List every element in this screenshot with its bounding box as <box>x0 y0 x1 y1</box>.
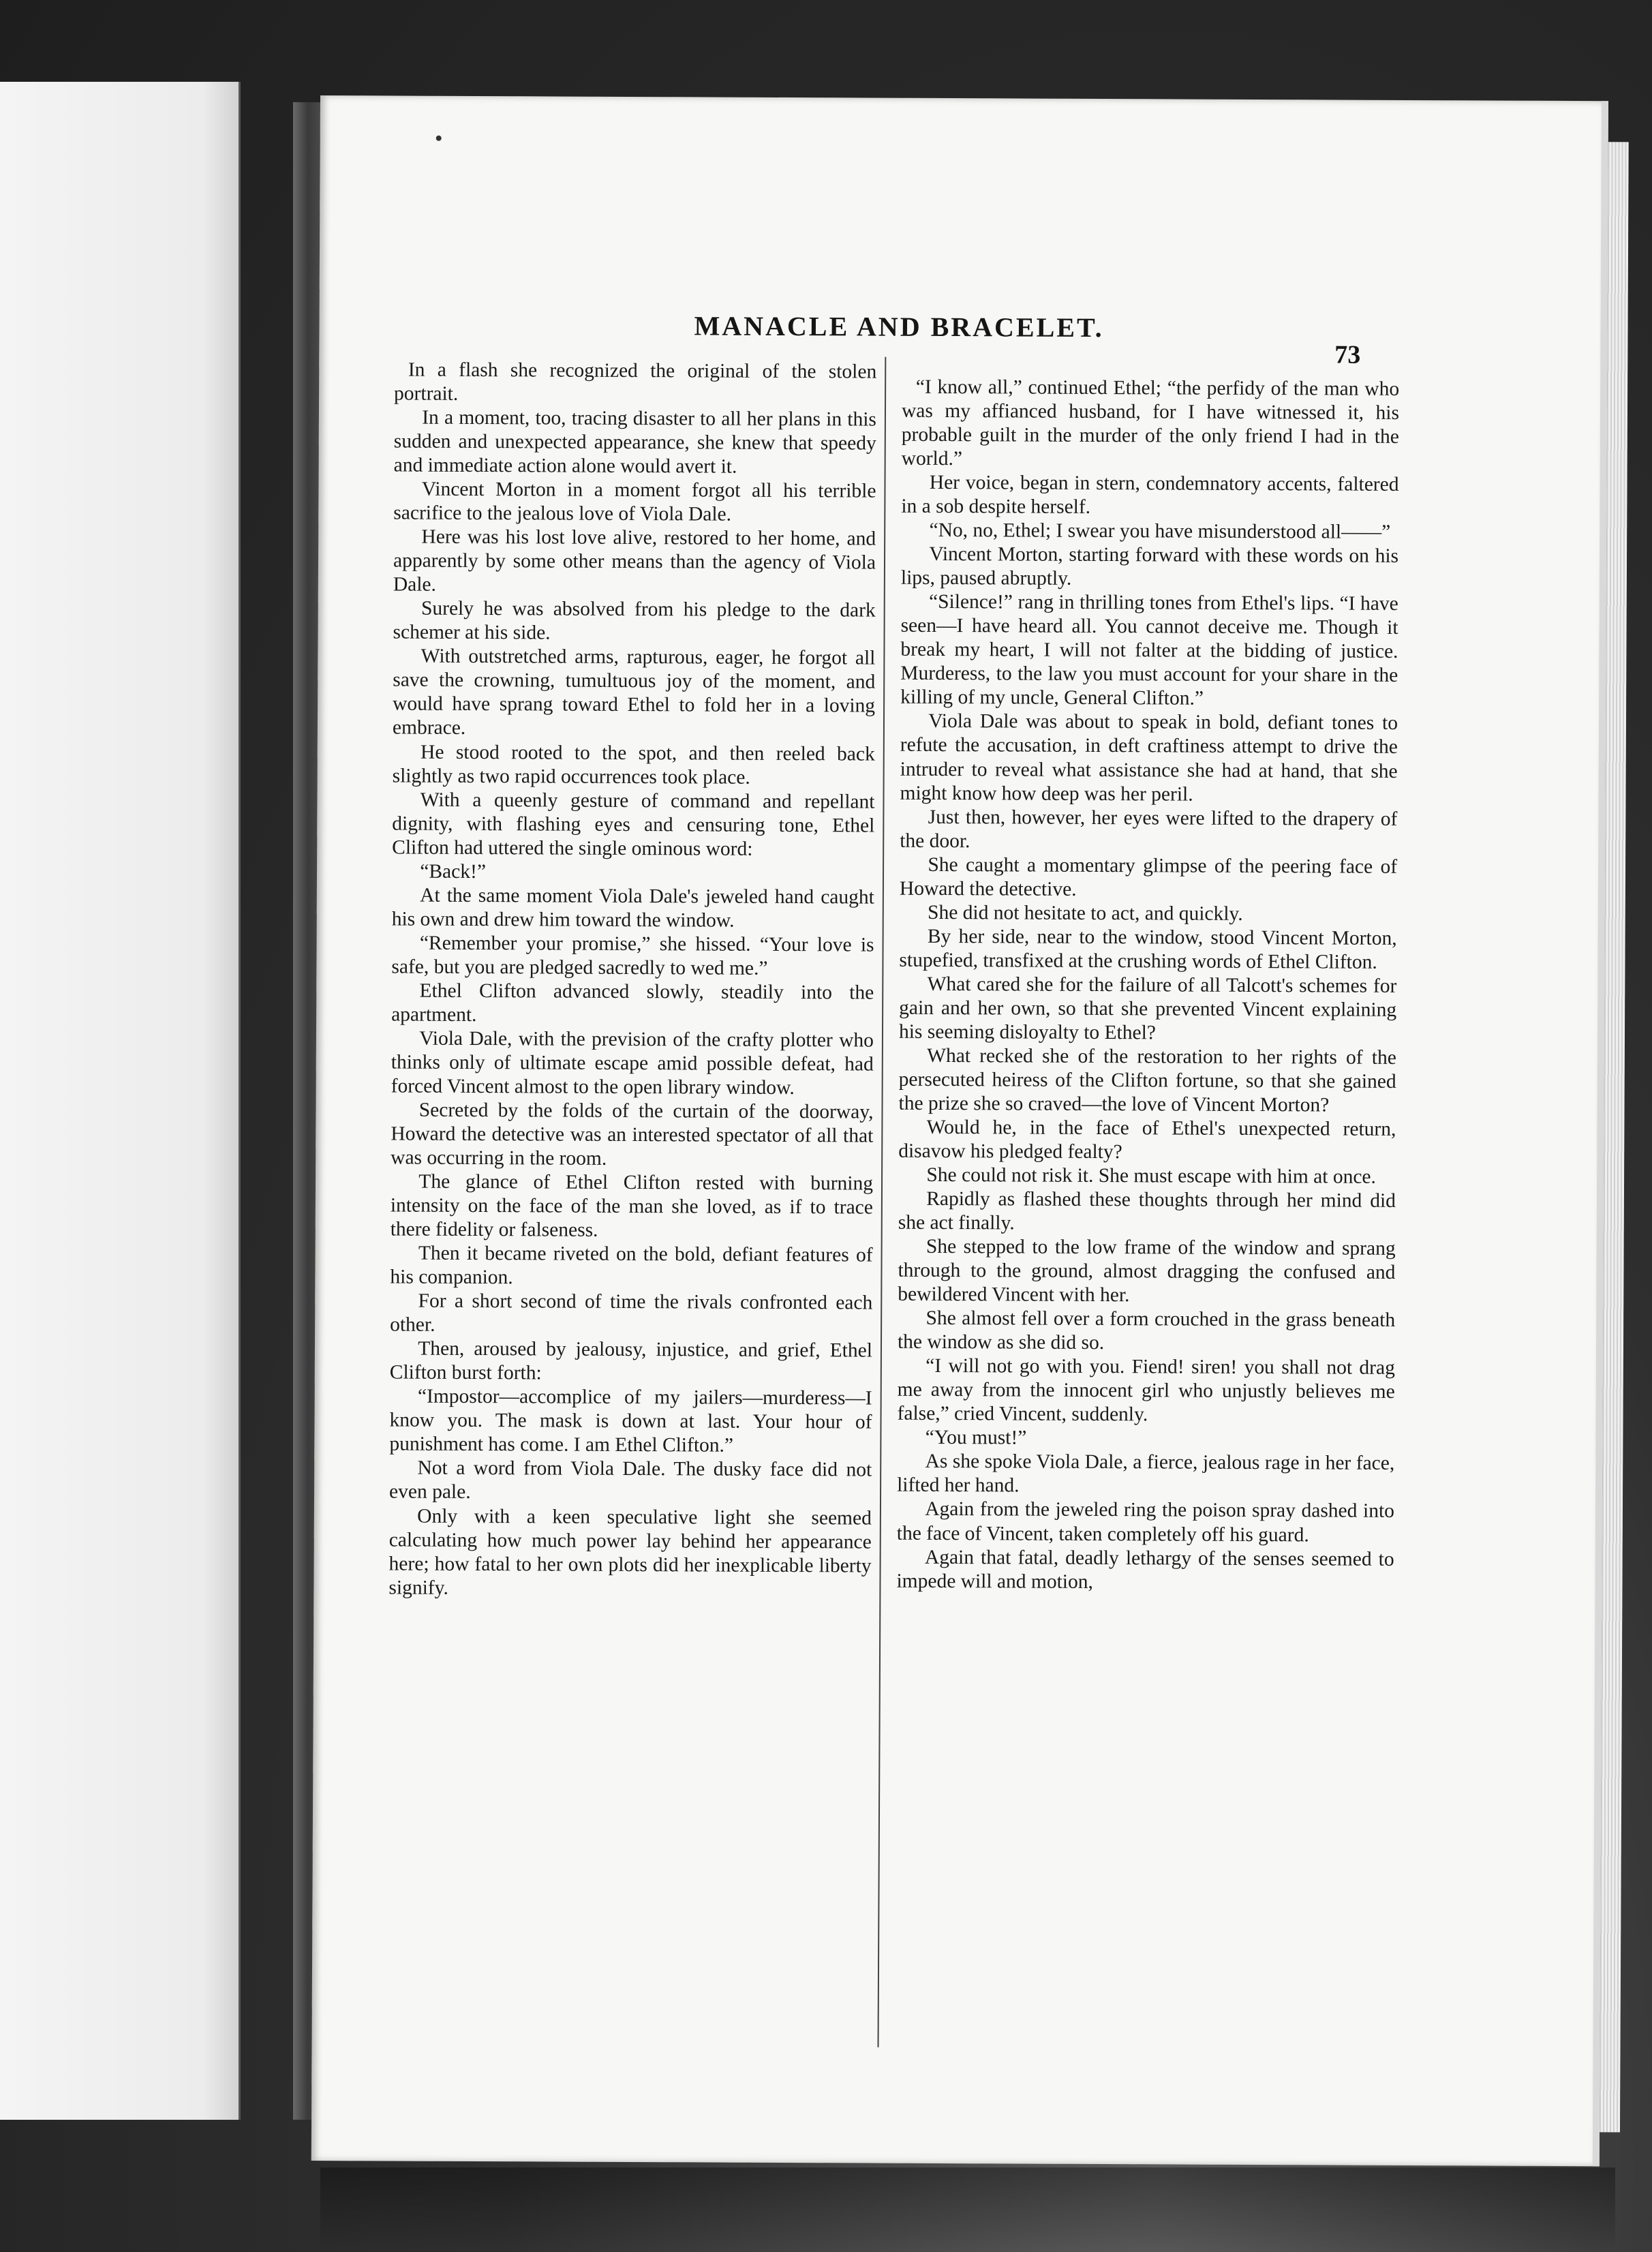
paragraph: Vincent Morton in a moment forgot all his terrible sacrifice to the jealous love of Viola Dale. <box>393 478 876 526</box>
paragraph: She stepped to the low frame of the window and sprang through to the ground, almost dragging the confused and bewildered Vincent with her. <box>898 1236 1396 1307</box>
ink-speck <box>436 136 442 141</box>
column-rule <box>878 357 887 2048</box>
paragraph: What cared she for the failure of all Talcott's schemes for gain and her own, so that she prevented Vincent explaining his seeming disloyalty to Ethel? <box>898 973 1397 1044</box>
paragraph: “I will not go with you. Fiend! siren! you shall not drag me away from the innocent girl who unjustly believes me false,” cried Vincent, suddenly. <box>897 1355 1395 1426</box>
paragraph: Here was his lost love alive, restored to her home, and apparently by some other means than the agency of Viola Dale. <box>393 526 876 596</box>
paragraph: He stood rooted to the spot, and then reeled back slightly as two rapid occurrences took place. <box>392 741 875 789</box>
paragraph: She caught a momentary glimpse of the peering face of Howard the detective. <box>899 853 1398 900</box>
paragraph: “Remember your promise,” she hissed. “Your love is safe, but you are pledged sacredly to wed me.” <box>391 932 874 979</box>
paragraph: Would he, in the face of Ethel's unexpected return, disavow his pledged fealty? <box>898 1116 1396 1163</box>
paragraph: Only with a keen speculative light she seemed calculating how much power lay behind her appearance here; how fatal to her own plots did her inexplicable liberty signify. <box>388 1505 872 1599</box>
right-column <box>896 376 1399 1596</box>
paragraph: She could not risk it. She must escape with him at once. <box>926 1163 1377 1188</box>
paragraph: Again from the jeweled ring the poison spray dashed into the face of Vincent, taken completely off his guard. <box>896 1498 1395 1546</box>
facing-page-edge <box>0 82 241 2120</box>
paragraph: With outstretched arms, rapturous, eager, he forgot all save the crowning, tumultuous joy of the moment, and would have sprang toward Ethel to fold her in a loving embrace. <box>392 645 876 740</box>
paragraph: “No, no, Ethel; I swear you have misunderstood all——” <box>929 519 1391 544</box>
paragraph: As she spoke Viola Dale, a fierce, jealous rage in her face, lifted her hand. <box>897 1450 1395 1497</box>
paragraph: Then it became riveted on the bold, defiant features of his companion. <box>390 1242 873 1289</box>
paragraph: Then, aroused by jealousy, injustice, and grief, Ethel Clifton burst forth: <box>389 1337 873 1384</box>
paragraph: She almost fell over a form crouched in the grass beneath the window as she did so. <box>897 1307 1396 1354</box>
paragraph: “I know all,” continued Ethel; “the perfidy of the man who was my affianced husband, for I have witnessed it, his probable guilt in the murder of the only friend I had in the world.” <box>901 376 1400 470</box>
paragraph: Ethel Clifton advanced slowly, steadily into the apartment. <box>391 979 874 1026</box>
paragraph: What recked she of the restoration to her rights of the persecuted heiress of the Clifton fortune, so that she gained the prize she so craved—the love of Vincent Morton? <box>898 1044 1396 1116</box>
paragraph: Just then, however, her eyes were lifted to the drapery of the door. <box>900 806 1398 852</box>
paragraph: “Silence!” rang in thrilling tones from Ethel's lips. “I have seen—I have heard all. You cannot deceive me. Though it break my heart, I will not falter at the bidding of justice. Murderess, to the law you must account for your share in the killing of my uncle, General Clifton.” <box>900 591 1398 710</box>
paragraph: The glance of Ethel Clifton rested with burning intensity on the face of the man she loved, as if to trace there fidelity or falseness. <box>390 1170 874 1241</box>
paragraph: Her voice, began in stern, condemnatory accents, faltered in a sob despite herself. <box>901 472 1399 519</box>
paragraph: Viola Dale was about to speak in bold, defiant tones to refute the accusation, in deft craftiness attempt to drive the intruder to reveal what assistance she had at hand, that she might know how deep was her peril. <box>900 710 1398 806</box>
paragraph: Again that fatal, deadly lethargy of the senses seemed to impede will and motion, <box>896 1546 1394 1593</box>
paragraph: Surely he was absolved from his pledge to the dark schemer at his side. <box>393 597 876 644</box>
paragraph: At the same moment Viola Dale's jeweled hand caught his own and drew him toward the window. <box>391 884 874 932</box>
paragraph: Secreted by the folds of the curtain of the doorway, Howard the detective was an interested spectator of all that was occurring in the room. <box>391 1099 874 1170</box>
paragraph: By her side, near to the window, stood Vincent Morton, stupefied, transfixed at the crushing words of Ethel Clifton. <box>899 925 1397 973</box>
paragraph: Not a word from Viola Dale. The dusky face did not even pale. <box>388 1457 872 1504</box>
page-number: 73 <box>1334 340 1361 369</box>
paragraph: For a short second of time the rivals confronted each other. <box>390 1290 873 1337</box>
paragraph: Vincent Morton, starting forward with these words on his lips, paused abruptly. <box>900 543 1399 590</box>
paragraph: With a queenly gesture of command and repellant dignity, with flashing eyes and censuring tone, Ethel Clifton had uttered the single ominous word: <box>392 789 875 860</box>
running-title: MANACLE AND BRACELET. <box>694 310 1104 344</box>
page-bottom-shadow <box>320 2167 1615 2252</box>
paragraph: Viola Dale, with the prevision of the crafty plotter who thinks only of ultimate escape amid possible defeat, had forced Vincent almost to the open library window. <box>391 1027 874 1099</box>
paragraph: “Back!” <box>420 860 487 883</box>
paragraph: She did not hesitate to act, and quickly. <box>928 901 1243 925</box>
left-column <box>388 358 876 1602</box>
book-page <box>311 95 1608 2166</box>
paragraph: In a moment, too, tracing disaster to all her plans in this sudden and unexpected appearance, she knew that speedy and immediate action alone would avert it. <box>393 406 877 478</box>
paragraph: Rapidly as flashed these thoughts through her mind did she act finally. <box>898 1187 1396 1234</box>
paragraph: “You must!” <box>925 1427 1027 1449</box>
paragraph: “Impostor—accomplice of my jailers—murderess—I know you. The mask is down at last. Your hour of punishment has come. I am Ethel Clifton.” <box>389 1385 872 1457</box>
paragraph: In a flash she recognized the original of the stolen portrait. <box>394 359 877 405</box>
